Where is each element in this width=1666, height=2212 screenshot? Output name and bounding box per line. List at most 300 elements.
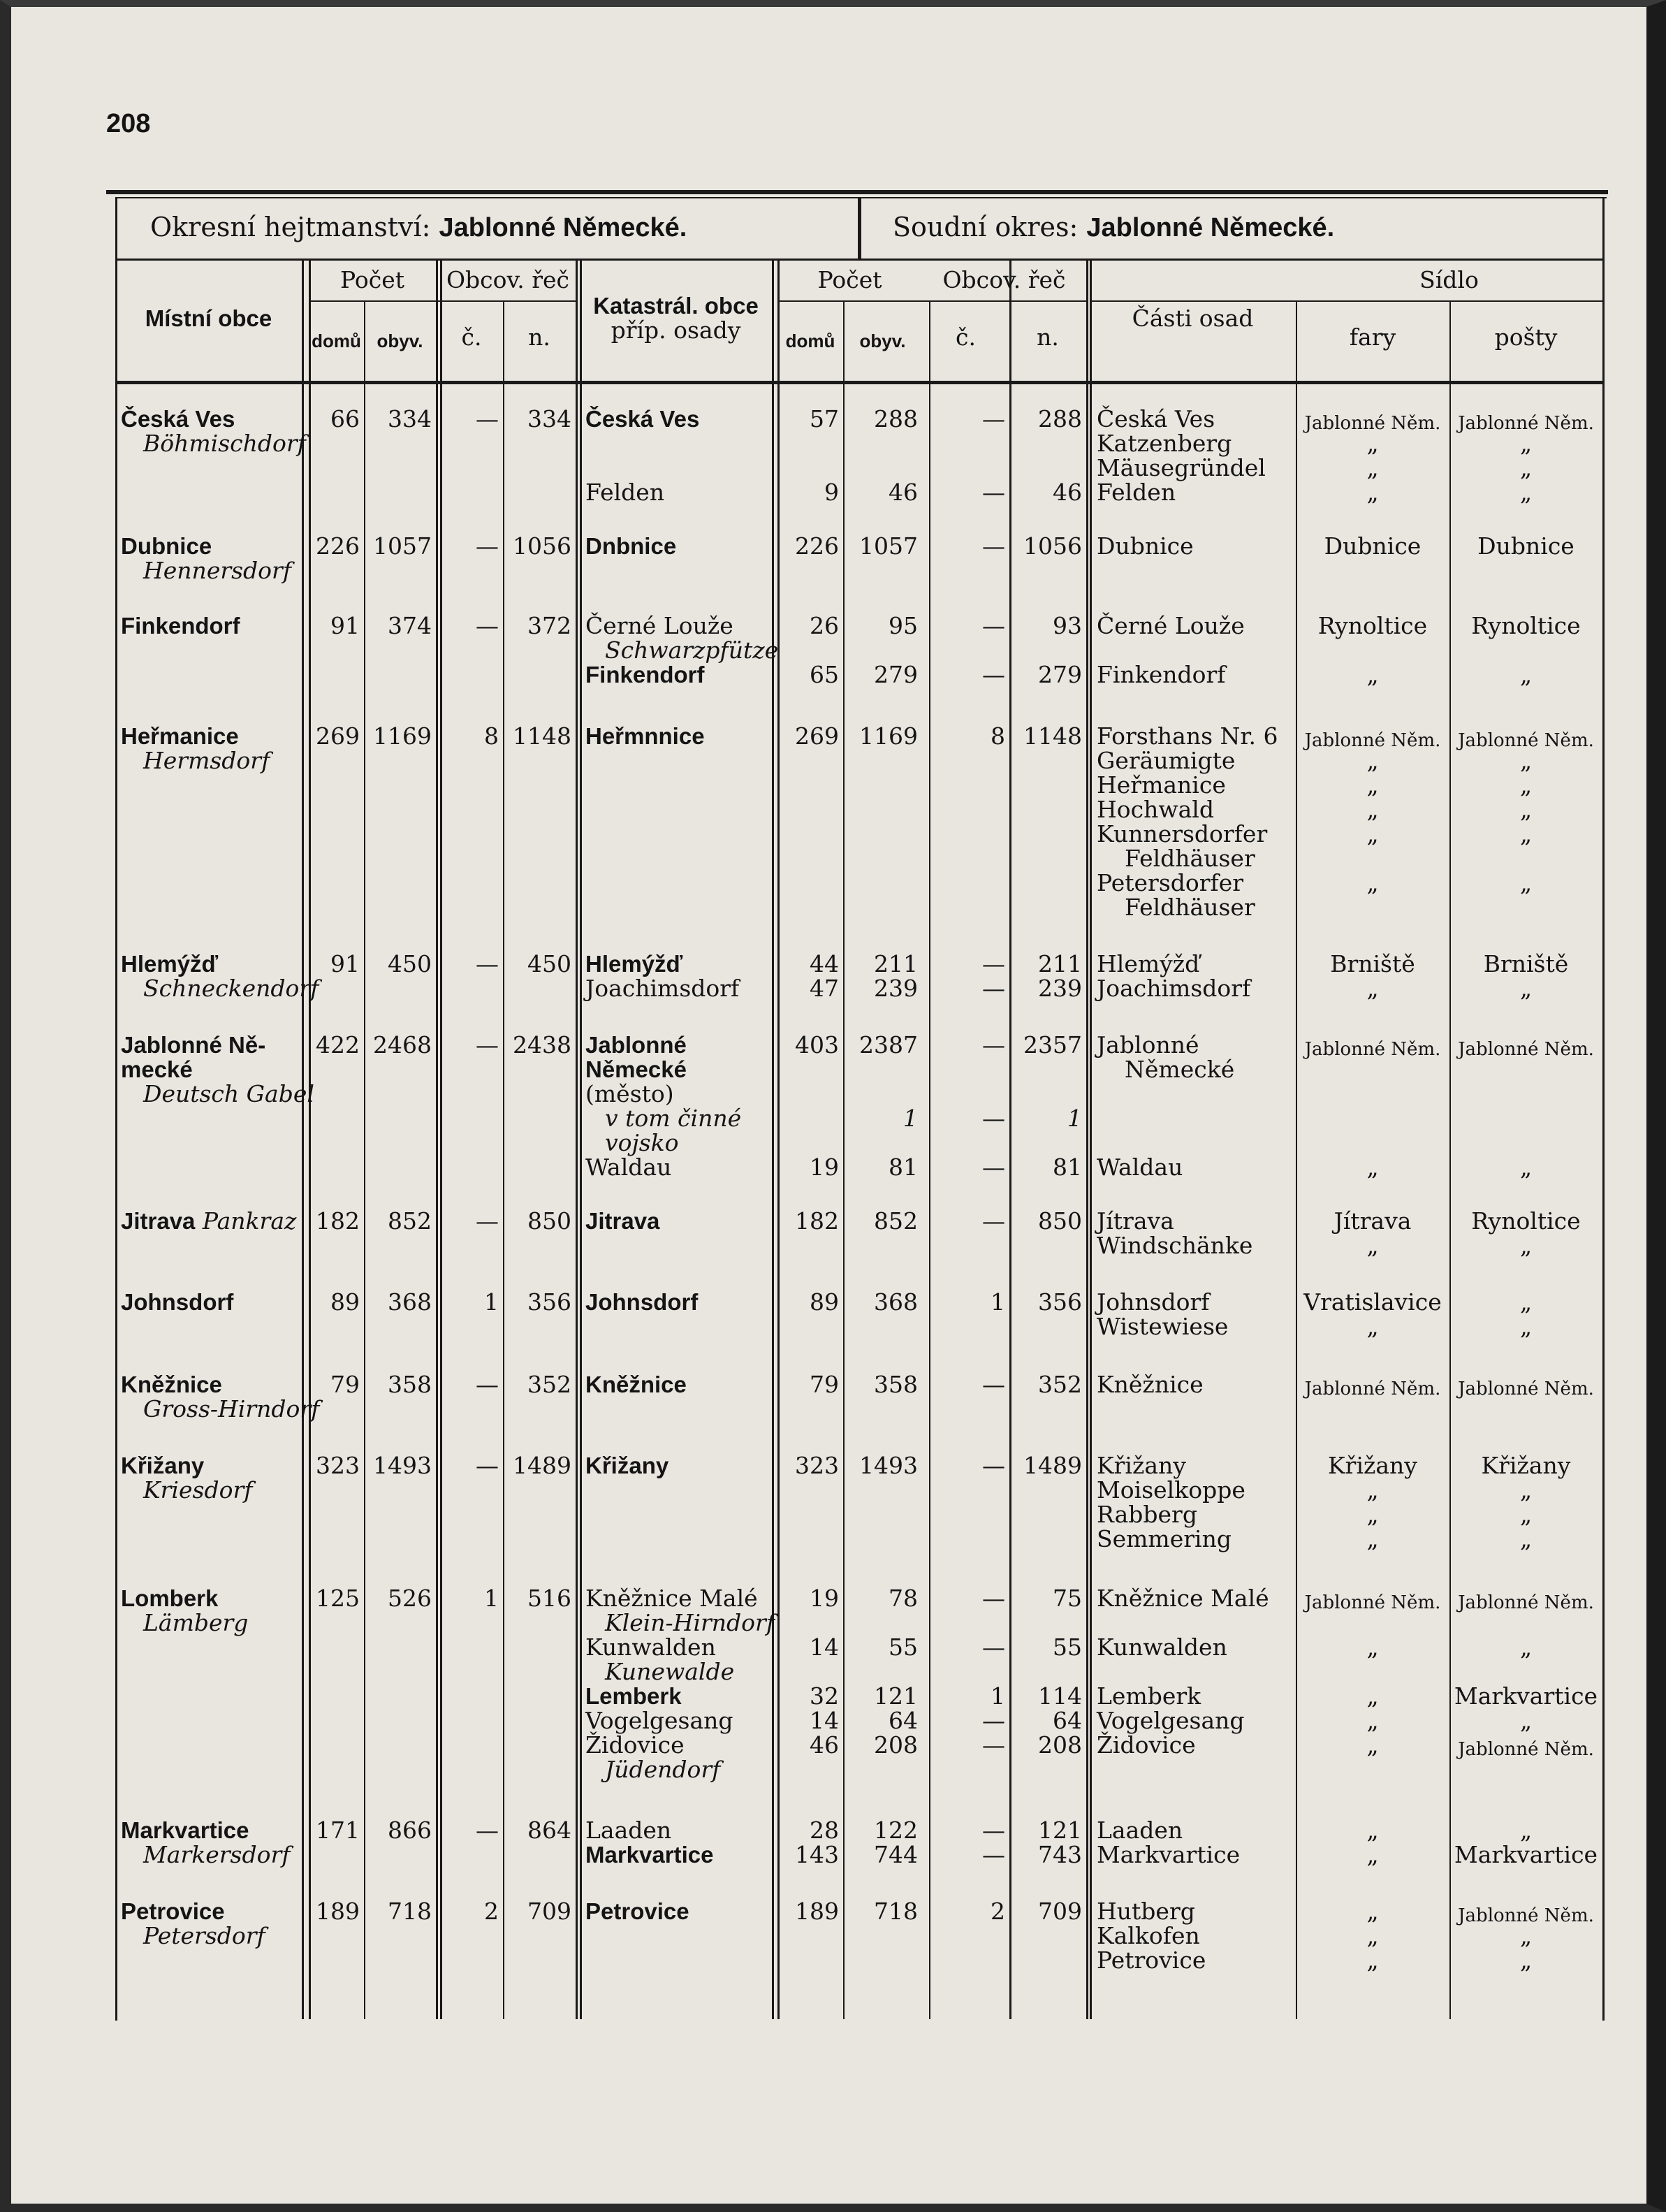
settlement-part: Wistewiese [1097,1313,1229,1340]
czech-speakers: — [982,532,1005,560]
parish-seat: Brniště [1330,950,1415,977]
post-office-seat: „ [1519,796,1533,823]
post-office-seat: Jablonné Něm. [1458,413,1594,434]
czech-speakers: — [476,1207,499,1235]
czech-speakers: — [476,1371,499,1398]
parish-seat: „ [1366,975,1379,1002]
municipality-name: Křižany [121,1453,205,1478]
houses-count: 171 [316,1817,360,1844]
settlement-part: Geräumigte [1097,747,1236,774]
german-speakers: 75 [1053,1585,1082,1612]
cadastral-name: Klein-Hirndorf [605,1609,775,1636]
left-border [115,197,117,2021]
german-speakers: 81 [1053,1154,1082,1181]
post-office-seat: „ [1519,1922,1533,1949]
houses-count: 323 [316,1452,360,1479]
subheader-rule [1090,300,1602,302]
parish-seat: „ [1366,430,1379,457]
okres-value: Jablonné Německé. [439,213,687,242]
soud-value: Jablonné Německé. [1086,213,1335,242]
czech-speakers: — [982,1154,1005,1181]
houses-count: 182 [795,1207,839,1235]
parish-seat: Jablonné Něm. [1304,413,1441,434]
municipality-name [121,1209,296,1234]
german-speakers: 709 [527,1898,571,1925]
population-count: 211 [874,950,918,977]
municipality-name: Heřmanice [121,723,239,749]
cadastral-name: Lemberk [585,1683,682,1709]
czech-speakers: — [982,1585,1005,1612]
german-speakers: 709 [1038,1898,1082,1925]
settlement-part: Katzenberg [1097,430,1232,457]
soud-label: Soudní okres: [893,212,1079,242]
municipality-name: Finkendorf [121,613,240,639]
post-office-seat: „ [1519,820,1533,847]
czech-speakers: — [982,1105,1005,1132]
parish-seat: „ [1366,1898,1379,1925]
parish-seat: Dubnice [1324,532,1422,560]
parish-seat: „ [1366,1731,1379,1759]
settlement-part: Markvartice [1097,1841,1241,1868]
cadastral-name: Kunwalden [585,1633,716,1661]
post-office-seat: Markvartice [1454,1682,1598,1710]
post-office-seat: „ [1519,479,1533,506]
czech-speakers: — [982,950,1005,977]
population-count: 55 [889,1633,918,1661]
column-rule [1090,261,1092,2019]
col-katastr-2: příp. osady [611,316,741,344]
post-office-seat: Brniště [1483,950,1569,977]
settlement-part: Hochwald [1097,796,1214,823]
post-office-seat: Jablonné Něm. [1458,1592,1594,1613]
municipality-german: Petersdorf [143,1922,265,1949]
parish-seat: „ [1366,1707,1379,1734]
post-office-seat: „ [1519,747,1533,774]
houses-count: 182 [316,1207,360,1235]
settlement-part: Feldhäuser [1125,894,1255,921]
post-office-seat: Jablonné Něm. [1458,1739,1594,1760]
parish-seat: „ [1366,479,1379,506]
population-count: 1 [903,1105,918,1132]
settlement-part: Křižany [1097,1452,1186,1479]
cadastral-name: Kunewalde [605,1658,735,1685]
czech-speakers: — [982,975,1005,1002]
settlement-part: Moiselkoppe [1097,1476,1245,1504]
german-speakers: 1148 [513,722,571,750]
post-office-seat: „ [1519,430,1533,457]
cadastral-name: Kněžnice [585,1371,687,1397]
german-speakers: 1148 [1023,722,1082,750]
post-office-seat: Jablonné Něm. [1458,1378,1594,1399]
german-speakers: 64 [1053,1707,1082,1734]
parish-seat: „ [1366,796,1379,823]
czech-speakers: 1 [991,1682,1005,1710]
settlement-part: Kalkofen [1097,1922,1200,1949]
cadastral-name: Laaden [585,1817,672,1844]
parish-seat: „ [1366,661,1379,688]
houses-count: 323 [795,1452,839,1479]
population-count: 288 [874,405,918,432]
czech-speakers: — [982,1817,1005,1844]
parish-seat: „ [1366,1313,1379,1340]
settlement-part: Windschänke [1097,1232,1253,1259]
header-divider [858,197,861,260]
top-rule [106,190,1608,194]
settlement-part: Finkendorf [1097,661,1226,688]
page-number: 208 [106,109,151,138]
parish-seat: „ [1366,1232,1379,1259]
subheader-rule [309,300,576,302]
cadastral-name: Kněžnice Malé [585,1585,758,1612]
col-pocet-2: Počet [817,266,882,293]
german-speakers: 211 [1038,950,1082,977]
cadastral-name: Joachimsdorf [585,975,740,1002]
german-speakers: 850 [527,1207,571,1235]
col-domu-2: domů [785,330,835,351]
cadastral-name: Markvartice [585,1842,714,1868]
population-count: 450 [388,950,432,977]
settlement-part: Joachimsdorf [1097,975,1251,1002]
parish-seat: „ [1366,869,1379,896]
settlement-part: Laaden [1097,1817,1183,1844]
czech-speakers: — [982,1841,1005,1868]
post-office-seat: „ [1519,1288,1533,1316]
settlement-part: Hlemýžď [1097,950,1200,977]
cadastral-name: Finkendorf [585,662,705,687]
municipality-german: Deutsch Gabel [143,1080,314,1107]
german-speakers: 516 [527,1585,571,1612]
population-count: 852 [388,1207,432,1235]
population-count: 279 [874,661,918,688]
parish-seat: Rynoltice [1317,612,1428,639]
cadastral-name: Schwarzpfütze [605,636,779,664]
czech-speakers: — [982,1031,1005,1058]
german-speakers: 743 [1038,1841,1082,1868]
cadastral-name: Jüdendorf [605,1756,721,1783]
settlement-part: Kunnersdorfer [1097,820,1268,847]
population-count: 1493 [373,1452,432,1479]
czech-speakers: — [476,612,499,639]
population-count: 866 [388,1817,432,1844]
houses-count: 14 [810,1633,839,1661]
population-count: 122 [874,1817,918,1844]
population-count: 368 [388,1288,432,1316]
parish-seat: Jablonné Něm. [1304,1592,1441,1613]
houses-count: 189 [316,1898,360,1925]
czech-speakers: 8 [991,722,1005,750]
german-speakers: 279 [1038,661,1082,688]
cadastral-name: Dnbnice [585,533,677,559]
population-count: 718 [388,1898,432,1925]
header-bottom-rule [115,381,1602,384]
german-speakers: 208 [1038,1731,1082,1759]
parish-seat: „ [1366,1947,1379,1974]
cadastral-name: Felden [585,479,665,506]
cadastral-name: Jitrava [585,1208,660,1234]
population-count: 208 [874,1731,918,1759]
population-count: 374 [388,612,432,639]
municipality-name: Česká Ves [121,406,235,432]
settlement-part: Kněžnice [1097,1371,1204,1398]
german-speakers: 55 [1053,1633,1082,1661]
cadastral-name: v tom činné [605,1105,742,1132]
municipality-name: Jablonné Ně- [121,1032,266,1058]
cadastral-name: Česká Ves [585,406,700,432]
population-count: 334 [388,405,432,432]
cadastral-name: vojsko [605,1129,679,1156]
czech-speakers: 1 [484,1288,499,1316]
parish-seat: Jablonné Něm. [1304,1039,1441,1060]
post-office-seat: Dubnice [1477,532,1574,560]
parish-seat: Jablonné Něm. [1304,730,1441,751]
settlement-part: Jablonné [1097,1031,1199,1058]
post-office-seat: „ [1519,869,1533,896]
population-count: 1169 [859,722,918,750]
population-count: 95 [889,612,918,639]
german-speakers: 372 [527,612,571,639]
post-office-seat: „ [1519,771,1533,799]
settlement-part: Johnsdorf [1097,1288,1210,1316]
col-sidlo: Sídlo [1419,266,1479,293]
houses-count: 9 [824,479,839,506]
czech-speakers: — [982,661,1005,688]
german-speakers: 864 [527,1817,571,1844]
post-office-seat: „ [1519,1707,1533,1734]
population-count: 852 [874,1207,918,1235]
parish-seat: „ [1366,771,1379,799]
municipality-german: Böhmischdorf [143,430,306,457]
municipality-german: Markersdorf [143,1841,291,1868]
population-count: 526 [388,1585,432,1612]
subheader-rule [777,300,1086,302]
german-speakers: 352 [527,1371,571,1398]
settlement-part: Hutberg [1097,1898,1195,1925]
population-count: 2468 [373,1031,432,1058]
cadastral-name: Petrovice [585,1898,689,1924]
parish-seat: „ [1366,1525,1379,1552]
settlement-part: Jítrava [1097,1207,1174,1235]
czech-speakers: — [476,1817,499,1844]
german-speakers: 1489 [1023,1452,1082,1479]
czech-speakers: — [982,405,1005,432]
column-rule [576,261,578,2019]
municipality-name: Johnsdorf [121,1289,234,1315]
czech-speakers: 2 [484,1898,499,1925]
czech-speakers: — [982,1452,1005,1479]
czech-speakers: — [476,1452,499,1479]
municipality-german: Schneckendorf [143,975,319,1002]
post-office-seat: „ [1519,1947,1533,1974]
col-domu: domů [312,330,361,351]
houses-count: 19 [810,1154,839,1181]
population-count: 81 [889,1154,918,1181]
municipality-name: Markvartice [121,1817,249,1843]
parish-seat: „ [1366,820,1379,847]
german-speakers: 450 [527,950,571,977]
population-count: 1169 [373,722,432,750]
settlement-part: Heřmanice [1097,771,1226,799]
post-office-seat: Jablonné Něm. [1458,730,1594,751]
parish-seat: „ [1366,1476,1379,1504]
czech-speakers: — [982,1707,1005,1734]
czech-speakers: 8 [484,722,499,750]
cadastral-name: Křižany [585,1453,669,1478]
houses-count: 19 [810,1585,839,1612]
post-office-seat: „ [1519,975,1533,1002]
german-speakers: 1489 [513,1452,571,1479]
german-speakers: 1056 [513,532,571,560]
post-office-seat: Jablonné Něm. [1458,1039,1594,1060]
czech-speakers: 1 [991,1288,1005,1316]
population-count: 1057 [373,532,432,560]
post-office-seat: „ [1519,1154,1533,1181]
parish-seat: „ [1366,1154,1379,1181]
cadastral-name: Vogelgesang [585,1707,733,1734]
population-count: 46 [889,479,918,506]
col-pocet: Počet [339,266,404,293]
municipality-german: Kriesdorf [143,1476,253,1504]
population-count: 239 [874,975,918,1002]
czech-speakers: — [982,479,1005,506]
houses-count: 89 [810,1288,839,1316]
czech-speakers: — [476,1031,499,1058]
czech-speakers: 1 [484,1585,499,1612]
settlement-part: Mäusegründel [1097,454,1266,481]
post-office-seat: „ [1519,661,1533,688]
settlement-part: Vogelgesang [1097,1707,1245,1734]
column-rule [440,261,442,2019]
houses-count: 14 [810,1707,839,1734]
municipality-czech: Jitrava [121,1208,196,1234]
czech-speakers: 2 [991,1898,1005,1925]
cadastral-name: Heřmnnice [585,723,705,749]
parish-seat: „ [1366,454,1379,481]
settlement-part: Lemberk [1097,1682,1201,1710]
german-speakers: 121 [1038,1817,1082,1844]
houses-count: 89 [330,1288,360,1316]
settlement-part: Německé [1125,1056,1235,1083]
houses-count: 189 [795,1898,839,1925]
houses-count: 65 [810,661,839,688]
houses-count: 269 [316,722,360,750]
parish-seat: „ [1366,1922,1379,1949]
population-count: 718 [874,1898,918,1925]
german-speakers: 1056 [1023,532,1082,560]
german-speakers: 288 [1038,405,1082,432]
settlement-part: Petrovice [1097,1947,1206,1974]
houses-count: 66 [330,405,360,432]
german-speakers: 46 [1053,479,1082,506]
population-count: 64 [889,1707,918,1734]
municipality-name: Hlemýžď [121,951,219,977]
settlement-part: Česká Ves [1097,405,1215,432]
czech-speakers: — [982,1207,1005,1235]
settlement-part: Kunwalden [1097,1633,1227,1661]
municipality-name: Dubnice [121,533,212,559]
houses-count: 91 [330,612,360,639]
header-bottom-rule [115,259,1603,261]
settlement-part: Waldau [1097,1154,1183,1181]
col-c: č. [461,323,482,351]
cadastral-name: Židovice [585,1731,685,1759]
col-obyv-2: obyv. [859,330,906,351]
column-rule [302,261,304,2019]
population-count: 368 [874,1288,918,1316]
post-office-seat: „ [1519,1525,1533,1552]
parish-seat: Jablonné Něm. [1304,1378,1441,1399]
german-speakers: 93 [1053,612,1082,639]
post-office-seat: Rynoltice [1471,612,1581,639]
col-n: n. [528,323,550,351]
cadastral-name: Jablonné [585,1032,687,1058]
population-count: 358 [874,1371,918,1398]
houses-count: 26 [810,612,839,639]
houses-count: 226 [795,532,839,560]
col-posty: pošty [1494,323,1558,351]
population-count: 1493 [859,1452,918,1479]
settlement-part: Rabberg [1097,1501,1197,1528]
parish-seat: „ [1366,1501,1379,1528]
population-count: 1057 [859,532,918,560]
german-speakers: 356 [527,1288,571,1316]
houses-count: 269 [795,722,839,750]
czech-speakers: — [982,612,1005,639]
parish-seat: „ [1366,1682,1379,1710]
german-speakers: 334 [527,405,571,432]
municipality-name: Petrovice [121,1898,225,1924]
cadastral-name: Waldau [585,1154,672,1181]
column-rule [772,261,774,2019]
okres-heading [150,213,687,242]
cadastral-name: Německé [585,1056,687,1082]
parish-seat: Křižany [1328,1452,1417,1479]
post-office-seat: Jablonné Něm. [1458,1905,1594,1926]
post-office-seat: Markvartice [1454,1841,1598,1868]
cadastral-name: Černé Louže [585,612,733,639]
post-office-seat: „ [1519,1476,1533,1504]
municipality-name: Lomberk [121,1585,219,1611]
settlement-part: Forsthans Nr. 6 [1097,722,1278,750]
german-speakers: 239 [1038,975,1082,1002]
col-obcov-rec: Obcov. řeč [446,266,570,293]
settlement-part: Feldhäuser [1125,845,1255,872]
municipality-german: Lämberg [143,1609,249,1636]
parish-seat: „ [1366,1817,1379,1844]
parish-seat: Jítrava [1333,1207,1412,1235]
czech-speakers: — [476,405,499,432]
parish-seat: „ [1366,747,1379,774]
post-office-seat: „ [1519,1817,1533,1844]
houses-count: 91 [330,950,360,977]
houses-count: 79 [330,1371,360,1398]
parish-seat: Vratislavice [1303,1288,1442,1316]
houses-count: 32 [810,1682,839,1710]
population-count: 2387 [859,1031,918,1058]
municipality-name: Kněžnice [121,1371,222,1397]
houses-count: 46 [810,1731,839,1759]
post-office-seat: Rynoltice [1471,1207,1581,1235]
settlement-part: Semmering [1097,1525,1232,1552]
col-n-2: n. [1037,323,1059,351]
german-speakers: 356 [1038,1288,1082,1316]
german-speakers: 352 [1038,1371,1082,1398]
post-office-seat: „ [1519,1313,1533,1340]
houses-count: 226 [316,532,360,560]
cadastral-name: Johnsdorf [585,1289,699,1315]
column-rule [309,261,311,2019]
right-border [1602,197,1605,2021]
houses-count: 422 [316,1031,360,1058]
